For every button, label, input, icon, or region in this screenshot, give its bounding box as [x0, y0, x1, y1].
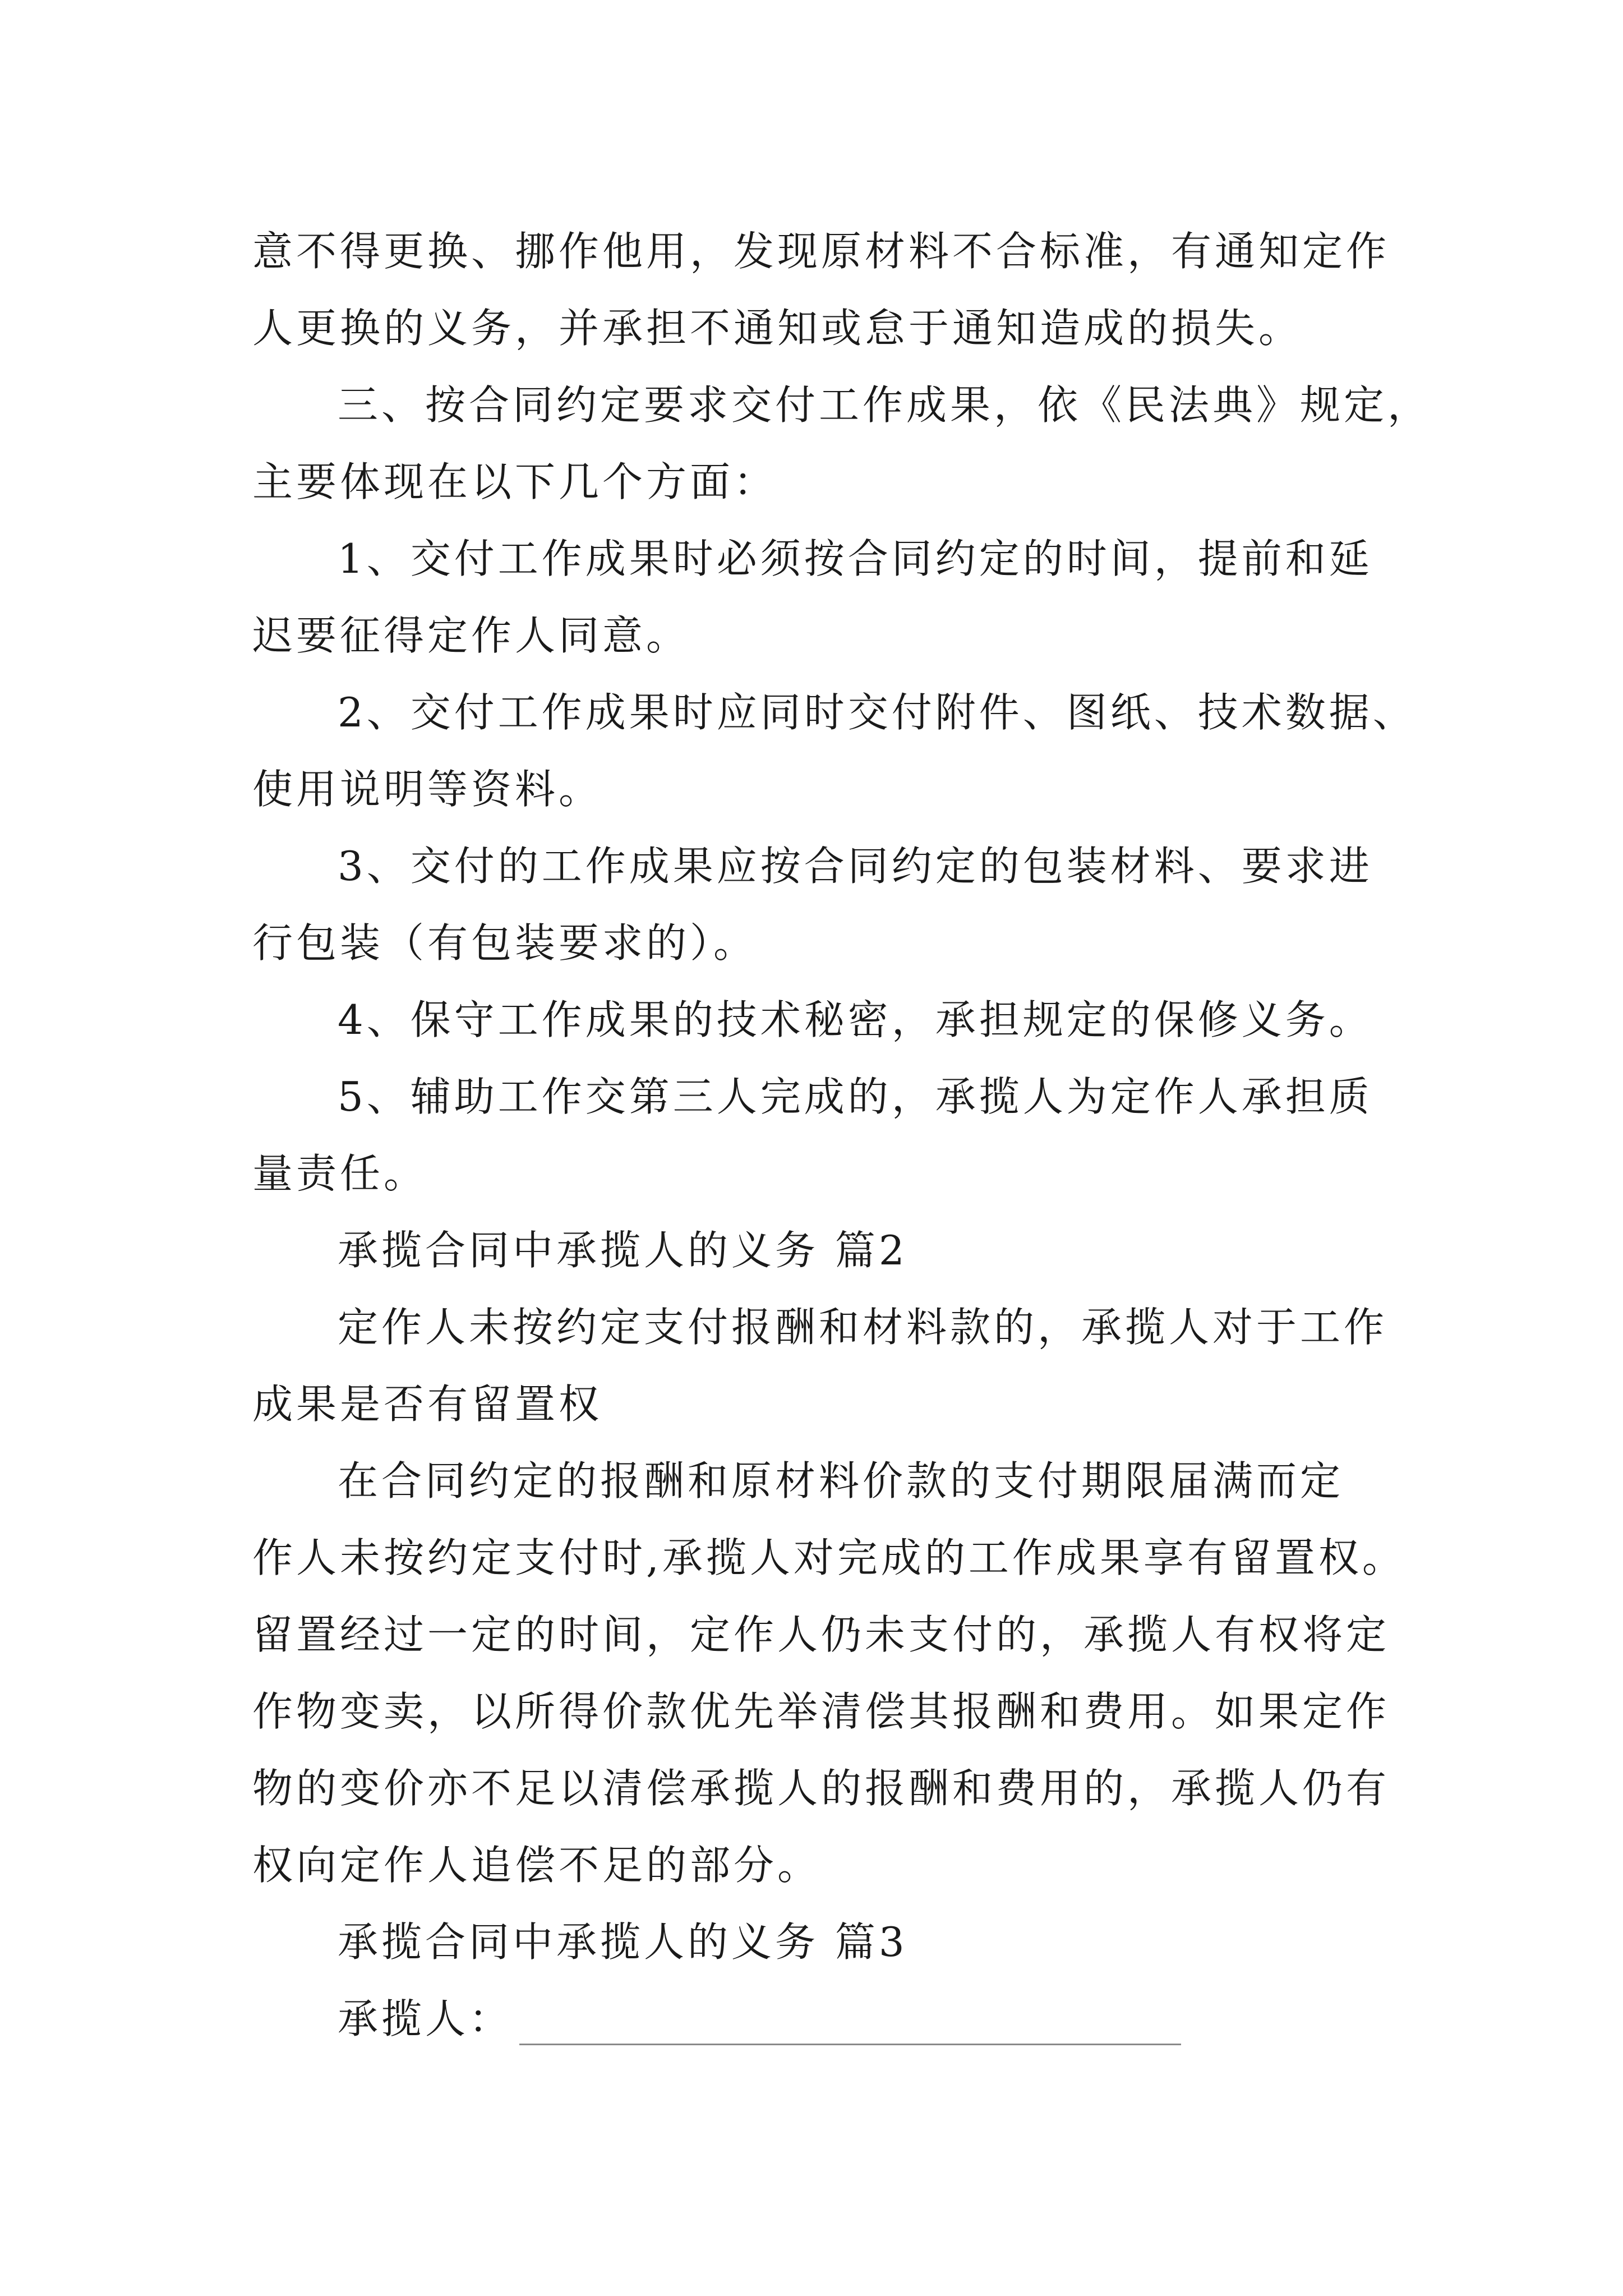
text-line: 意不得更换、挪作他用，发现原材料不合标准，有通知定作 — [252, 228, 1390, 275]
text-line: 定作人未按约定支付报酬和材料款的，承揽人对于工作 — [338, 1304, 1388, 1351]
signature-label: 承揽人： — [338, 1995, 513, 2042]
signature-blank-line — [519, 2044, 1181, 2045]
text-line: 成果是否有留置权 — [252, 1381, 603, 1428]
text-line: 留置经过一定的时间，定作人仍未支付的，承揽人有权将定 — [252, 1611, 1390, 1658]
text-line: 三、按合同约定要求交付工作成果，依《民法典》规定， — [338, 381, 1432, 429]
document-page — [252, 213, 1432, 2058]
text-line: 在合同约定的报酬和原材料价款的支付期限届满而定 — [338, 1457, 1344, 1504]
list-item: 3、交付的工作成果应按合同约定的包装材料、要求进 — [338, 843, 1373, 890]
text-line: 使用说明等资料。 — [252, 766, 603, 813]
text-line: 主要体现在以下几个方面： — [252, 458, 778, 505]
text-line: 物的变价亦不足以清偿承揽人的报酬和费用的，承揽人仍有 — [252, 1765, 1390, 1812]
text-line: 权向定作人追偿不足的部分。 — [252, 1842, 822, 1889]
list-item: 2、交付工作成果时应同时交付附件、图纸、技术数据、 — [338, 689, 1417, 736]
text-line: 作物变卖，以所得价款优先举清偿其报酬和费用。如果定作 — [252, 1688, 1390, 1735]
list-item: 1、交付工作成果时必须按合同约定的时间，提前和延 — [338, 535, 1373, 582]
text-line: 量责任。 — [252, 1150, 428, 1197]
section-heading: 承揽合同中承揽人的义务 篇3 — [338, 1918, 908, 1966]
signature-row — [252, 1981, 1391, 2058]
text-line: 行包装（有包装要求的）。 — [252, 919, 758, 967]
list-item: 4、保守工作成果的技术秘密，承担规定的保修义务。 — [338, 996, 1373, 1043]
text-line: 作人未按约定支付时,承揽人对完成的工作成果享有留置权。 — [252, 1534, 1406, 1581]
text-line: 人更换的义务，并承担不通知或怠于通知造成的损失。 — [252, 305, 1303, 352]
section-heading: 承揽合同中承揽人的义务 篇2 — [338, 1227, 908, 1274]
text-line: 迟要征得定作人同意。 — [252, 612, 690, 659]
list-item: 5、辅助工作交第三人完成的，承揽人为定作人承担质 — [338, 1073, 1373, 1120]
